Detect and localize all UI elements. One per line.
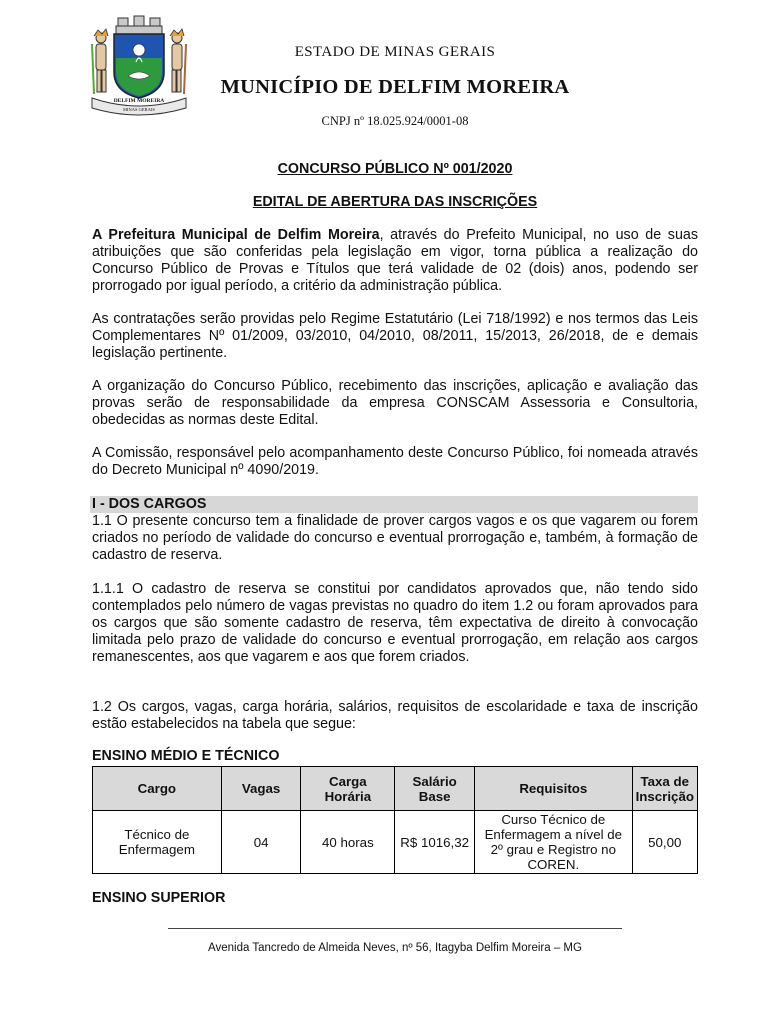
state-name: ESTADO DE MINAS GERAIS xyxy=(294,44,496,60)
municipal-crest xyxy=(88,14,190,120)
crest-ribbon-text: DELFIM MOREIRA xyxy=(113,98,165,104)
col-header-cargo: Cargo xyxy=(93,767,222,811)
intro-bold: A Prefeitura Municipal de Delfim Moreira xyxy=(92,227,380,243)
regime-paragraph: As contratações serão providas pelo Regime Estatutário (Lei 718/1992) e nos termos das Leis Complementares Nº 01/2009, 03/2010, 04/2010, 08/2011, 15/2013, 26/2018, de e demais legislação pertinente. xyxy=(92,311,698,361)
municipality-name: MUNICÍPIO DE DELFIM MOREIRA xyxy=(220,76,570,98)
document-title: CONCURSO PÚBLICO Nº 001/2020 xyxy=(277,161,513,177)
col-header-vagas: Vagas xyxy=(221,767,301,811)
organization-paragraph: A organização do Concurso Público, recebimento das inscrições, aplicação e avaliação das provas serão de responsabilidade da empresa CONSCAM Assessoria e Consultoria, obedecidas as normas deste Edital. xyxy=(92,378,698,428)
cell-cargo: Técnico de Enfermagem xyxy=(93,811,222,874)
crest-ribbon-lower-text: MINAS GERAIS xyxy=(123,107,155,112)
cell-carga: 40 horas xyxy=(301,811,395,874)
cargos-table xyxy=(92,766,698,874)
item-1-1: 1.1 O presente concurso tem a finalidade de prover cargos vagos e os que vagarem ou forem criados no período de validade do concurso e eventual prorrogação e, também, à formação de cadastro de reserva. xyxy=(92,513,698,563)
col-header-salario: Salário Base xyxy=(395,767,475,811)
table-heading-superior: ENSINO SUPERIOR xyxy=(92,890,226,906)
section-heading-cargos: I - DOS CARGOS xyxy=(90,496,698,513)
table-header-row xyxy=(93,767,698,811)
footer-rule xyxy=(168,928,622,929)
commission-paragraph: A Comissão, responsável pelo acompanhamento deste Concurso Público, foi nomeada através do Decreto Municipal nº 4090/2019. xyxy=(92,445,698,478)
cnpj: CNPJ nº 18.025.924/0001-08 xyxy=(321,114,469,128)
col-header-taxa: Taxa de Inscrição xyxy=(632,767,697,811)
col-header-carga: Carga Horária xyxy=(301,767,395,811)
table-row xyxy=(93,811,698,874)
footer-address: Avenida Tancredo de Almeida Neves, nº 56, Itagyba Delfim Moreira – MG xyxy=(208,942,582,954)
col-header-requisitos: Requisitos xyxy=(475,767,633,811)
intro-paragraph xyxy=(92,227,698,295)
item-1-2: 1.2 Os cargos, vagas, carga horária, salários, requisitos de escolaridade e taxa de inscrição estão estabelecidos na tabela que segue: xyxy=(92,699,698,732)
cell-requisitos: Curso Técnico de Enfermagem a nível de 2º grau e Registro no COREN. xyxy=(475,811,633,874)
cell-vagas: 04 xyxy=(221,811,301,874)
document-subtitle: EDITAL DE ABERTURA DAS INSCRIÇÕES xyxy=(252,194,538,210)
item-1-1-1: 1.1.1 O cadastro de reserva se constitui por candidatos aprovados que, não tendo sido contemplados pelo número de vagas previstas no quadro do item 1.2 ou foram aprovados para os cargos que são somente cadastro de reserva, têm expectativa de direito à convocação limitada pelo prazo de validade do concurso e eventual prorrogação, em relação aos cargos remanescentes, aos que vagarem e aos que forem criados. xyxy=(92,581,698,665)
intro-rest: , através do Prefeito Municipal, no uso de suas atribuições que são conferidas pela legislação em vigor, torna pública a realização do Concurso Público de Provas e Títulos que terá validade de 02 (dois) anos, podendo ser prorrogado por igual período, a critério da administração pública. xyxy=(92,227,698,294)
cell-salario: R$ 1016,32 xyxy=(395,811,475,874)
table-heading-medio-tecnico: ENSINO MÉDIO E TÉCNICO xyxy=(92,748,280,764)
cell-taxa: 50,00 xyxy=(632,811,697,874)
